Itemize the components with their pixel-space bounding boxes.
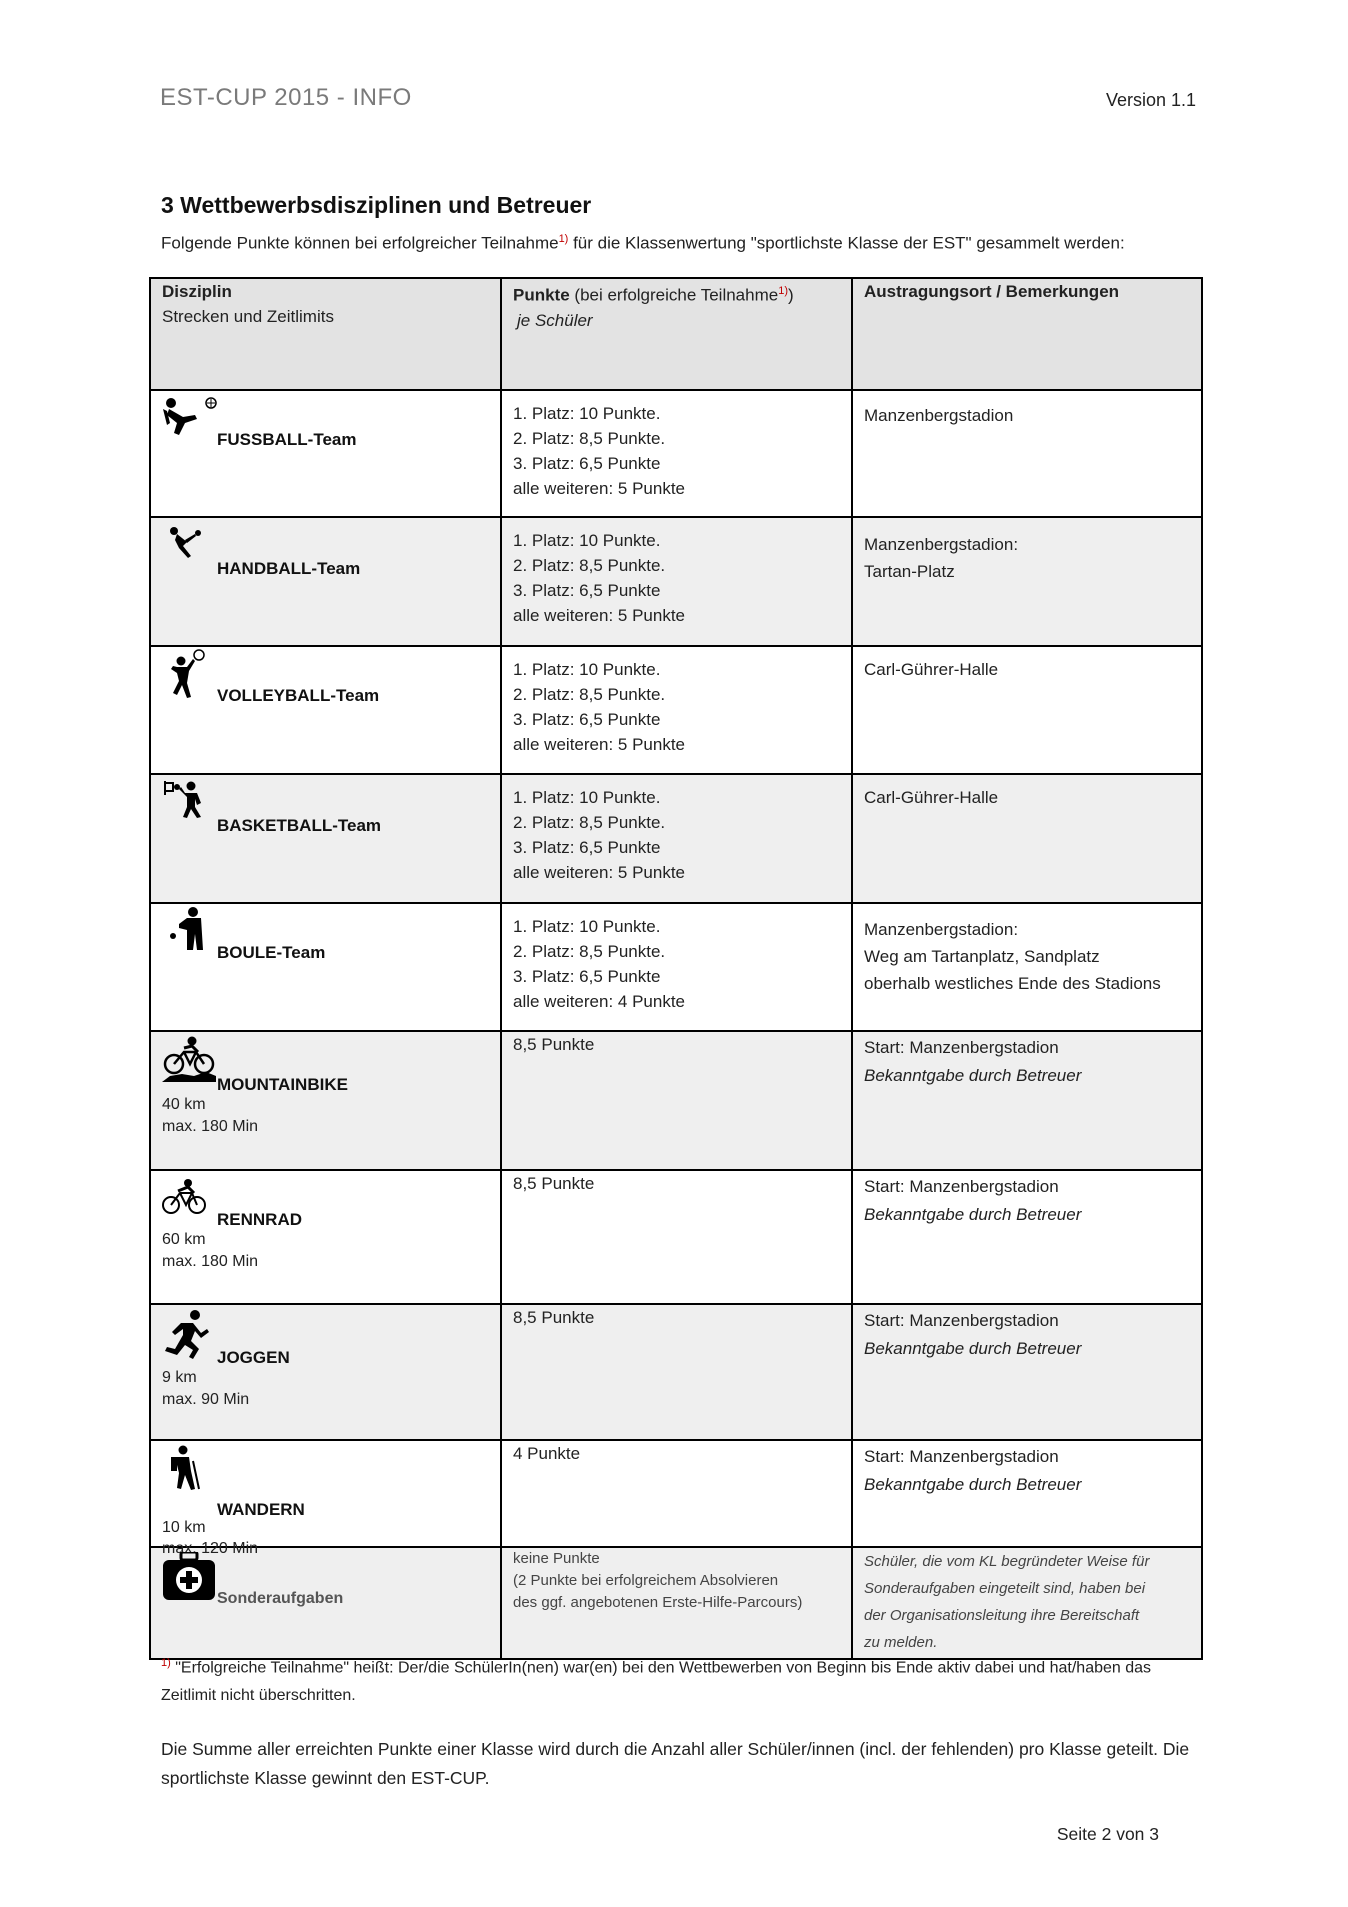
location-line: Carl-Gührer-Halle (864, 660, 999, 679)
points-cell (501, 1170, 852, 1304)
location-line: Schüler, die vom KL begründeter Weise für (864, 1553, 1150, 1570)
points-line: keine Punkte (513, 1550, 600, 1567)
discipline-cell (150, 1547, 501, 1659)
version-label: Version 1.1 (1105, 90, 1196, 110)
points-line: 1. Platz: 10 Punkte. (513, 404, 661, 423)
points-line: 3. Platz: 6,5 Punkte (513, 581, 661, 600)
location-cell (852, 774, 1202, 903)
disciplines-table (149, 277, 1203, 1660)
points-line: 8,5 Punkte (513, 1035, 595, 1054)
points-cell (501, 1304, 852, 1440)
points-cell (501, 390, 852, 517)
hiker-icon (167, 1445, 201, 1491)
points-line: alle weiteren: 4 Punkte (513, 992, 685, 1011)
table-row (150, 646, 1202, 774)
points-line: 3. Platz: 6,5 Punkte (513, 454, 661, 473)
handball-player-icon (169, 526, 203, 560)
section-heading: 3 Wettbewerbsdisziplinen und Betreuer (161, 192, 592, 218)
points-line: 1. Platz: 10 Punkte. (513, 788, 661, 807)
location-line: Manzenbergstadion: (864, 535, 1019, 554)
location-cell (852, 517, 1202, 646)
discipline-name: Sonderaufgaben (217, 1590, 344, 1607)
points-line: alle weiteren: 5 Punkte (513, 735, 685, 754)
discipline-cell (150, 774, 501, 903)
discipline-distance: 40 km (162, 1096, 206, 1113)
points-line: 3. Platz: 6,5 Punkte (513, 838, 661, 857)
points-cell (501, 646, 852, 774)
first-aid-kit-icon (163, 1552, 215, 1600)
table-row (150, 1440, 1202, 1547)
points-line: 1. Platz: 10 Punkte. (513, 531, 661, 550)
location-line: Start: Manzenbergstadion (864, 1447, 1059, 1466)
volleyball-player-icon (165, 649, 207, 701)
location-line: oberhalb westliches Ende des Stadions (864, 974, 1161, 993)
header-points-sub: je Schüler (517, 310, 593, 330)
document-title: EST-CUP 2015 - INFO (160, 84, 412, 111)
table-row (150, 1170, 1202, 1304)
points-line: 2. Platz: 8,5 Punkte. (513, 685, 666, 704)
header-discipline-sub: Strecken und Zeitlimits (162, 307, 334, 326)
location-cell (852, 1440, 1202, 1547)
header-discipline-title: Disziplin (162, 282, 232, 301)
discipline-time-limit: max. 120 Min (162, 1540, 259, 1557)
points-line: (2 Punkte bei erfolgreichem Absolvieren (513, 1572, 779, 1589)
table-header-row (150, 278, 1202, 390)
location-cell (852, 1547, 1202, 1659)
points-cell (501, 517, 852, 646)
points-cell (501, 1031, 852, 1170)
discipline-name: HANDBALL-Team (217, 559, 361, 578)
table-row (150, 517, 1202, 646)
discipline-time-limit: max. 180 Min (162, 1118, 259, 1135)
points-cell (501, 1440, 852, 1547)
discipline-time-limit: max. 180 Min (162, 1253, 259, 1270)
discipline-distance: 9 km (162, 1369, 197, 1386)
points-line: 2. Platz: 8,5 Punkte. (513, 556, 666, 575)
location-note: Bekanntgabe durch Betreuer (864, 1339, 1082, 1358)
location-note: Bekanntgabe durch Betreuer (864, 1475, 1082, 1494)
table-row (150, 1547, 1202, 1659)
points-line: 2. Platz: 8,5 Punkte. (513, 813, 666, 832)
discipline-time-limit: max. 90 Min (162, 1391, 250, 1408)
location-line: Start: Manzenbergstadion (864, 1311, 1059, 1330)
location-line: der Organisationsleitung ihre Bereitschaft (864, 1607, 1140, 1624)
basketball-player-icon (163, 779, 209, 819)
summary-paragraph: Die Summe aller erreichten Punkte einer Klasse wird durch die Anzahl aller Schüler/innen (incl. der fehlenden) pro Klasse geteilt. Die sportlichste Klasse gewinnt den EST-CUP. (161, 1739, 1190, 1788)
runner-icon (163, 1309, 209, 1359)
points-cell (501, 774, 852, 903)
location-cell (852, 1170, 1202, 1304)
discipline-cell (150, 390, 501, 517)
points-line: 3. Platz: 6,5 Punkte (513, 967, 661, 986)
table-row (150, 903, 1202, 1031)
header-discipline (150, 278, 501, 390)
discipline-name: MOUNTAINBIKE (217, 1075, 348, 1094)
discipline-name: RENNRAD (217, 1210, 302, 1229)
points-line: des ggf. angebotenen Erste-Hilfe-Parcours) (513, 1594, 803, 1611)
discipline-name: WANDERN (217, 1500, 305, 1519)
location-line: Weg am Tartanplatz, Sandplatz (864, 947, 1100, 966)
location-cell (852, 646, 1202, 774)
table-row (150, 774, 1202, 903)
location-line: Tartan-Platz (864, 562, 955, 581)
location-cell (852, 1031, 1202, 1170)
points-line: 8,5 Punkte (513, 1308, 595, 1327)
discipline-cell (150, 1304, 501, 1440)
table-row (150, 1031, 1202, 1170)
points-line: 3. Platz: 6,5 Punkte (513, 710, 661, 729)
points-line: 2. Platz: 8,5 Punkte. (513, 942, 666, 961)
discipline-name: VOLLEYBALL-Team (217, 686, 380, 705)
discipline-cell (150, 1170, 501, 1304)
points-line: 1. Platz: 10 Punkte. (513, 917, 661, 936)
location-line: Manzenbergstadion (864, 406, 1014, 425)
discipline-cell (150, 517, 501, 646)
header-location (852, 278, 1202, 390)
location-cell (852, 390, 1202, 517)
points-line: alle weiteren: 5 Punkte (513, 479, 685, 498)
page-number: Seite 2 von 3 (1056, 1824, 1159, 1844)
points-cell (501, 1547, 852, 1659)
table-row (150, 390, 1202, 517)
mountainbike-icon (162, 1036, 216, 1082)
location-line: Sonderaufgaben eingeteilt sind, haben bei (864, 1580, 1146, 1597)
footnote: $^{1)}$ "Erfolgreiche Teilnahme" heißt: Der/die SchülerIn(nen) war(en) bei den Wettbewerben von Beginn bis Ende aktiv dabei und hat/haben das Zeitlimit nicht überschritten. (161, 1657, 1152, 1705)
discipline-name: FUSSBALL-Team (217, 430, 357, 449)
soccer-player-icon (161, 395, 219, 441)
discipline-name: BOULE-Team (217, 943, 326, 962)
discipline-distance: 10 km (162, 1519, 206, 1536)
location-note: Bekanntgabe durch Betreuer (864, 1205, 1082, 1224)
location-cell (852, 903, 1202, 1031)
points-line: alle weiteren: 5 Punkte (513, 606, 685, 625)
intro-text: Folgende Punkte können bei erfolgreicher Teilnahme$^{1)}$ für die Klassenwertung "sportlichste Klasse der EST" gesammelt werden: (161, 233, 1125, 253)
discipline-cell (150, 1440, 501, 1557)
location-line: zu melden. (864, 1634, 938, 1651)
location-cell (852, 1304, 1202, 1440)
discipline-cell (150, 903, 501, 1031)
discipline-cell (150, 1031, 501, 1170)
discipline-distance: 60 km (162, 1231, 206, 1248)
location-line: Start: Manzenbergstadion (864, 1177, 1059, 1196)
points-line: 1. Platz: 10 Punkte. (513, 660, 661, 679)
points-line: alle weiteren: 5 Punkte (513, 863, 685, 882)
header-location-title: Austragungsort / Bemerkungen (864, 282, 1120, 301)
location-line: Carl-Gührer-Halle (864, 788, 999, 807)
points-line: 4 Punkte (513, 1444, 581, 1463)
location-line: Start: Manzenbergstadion (864, 1038, 1059, 1057)
discipline-name: BASKETBALL-Team (217, 816, 382, 835)
points-line: 8,5 Punkte (513, 1174, 595, 1193)
road-bike-icon (162, 1179, 206, 1215)
points-cell (501, 903, 852, 1031)
table-row (150, 1304, 1202, 1440)
location-line: Manzenbergstadion: (864, 920, 1019, 939)
discipline-cell (150, 646, 501, 774)
points-line: 2. Platz: 8,5 Punkte. (513, 429, 666, 448)
discipline-name: JOGGEN (217, 1348, 290, 1367)
header-points (501, 278, 852, 390)
location-note: Bekanntgabe durch Betreuer (864, 1066, 1082, 1085)
boule-player-icon (169, 906, 209, 954)
header-points-title: Punkte (bei erfolgreiche Teilnahme$^{1)}$) (513, 285, 794, 305)
